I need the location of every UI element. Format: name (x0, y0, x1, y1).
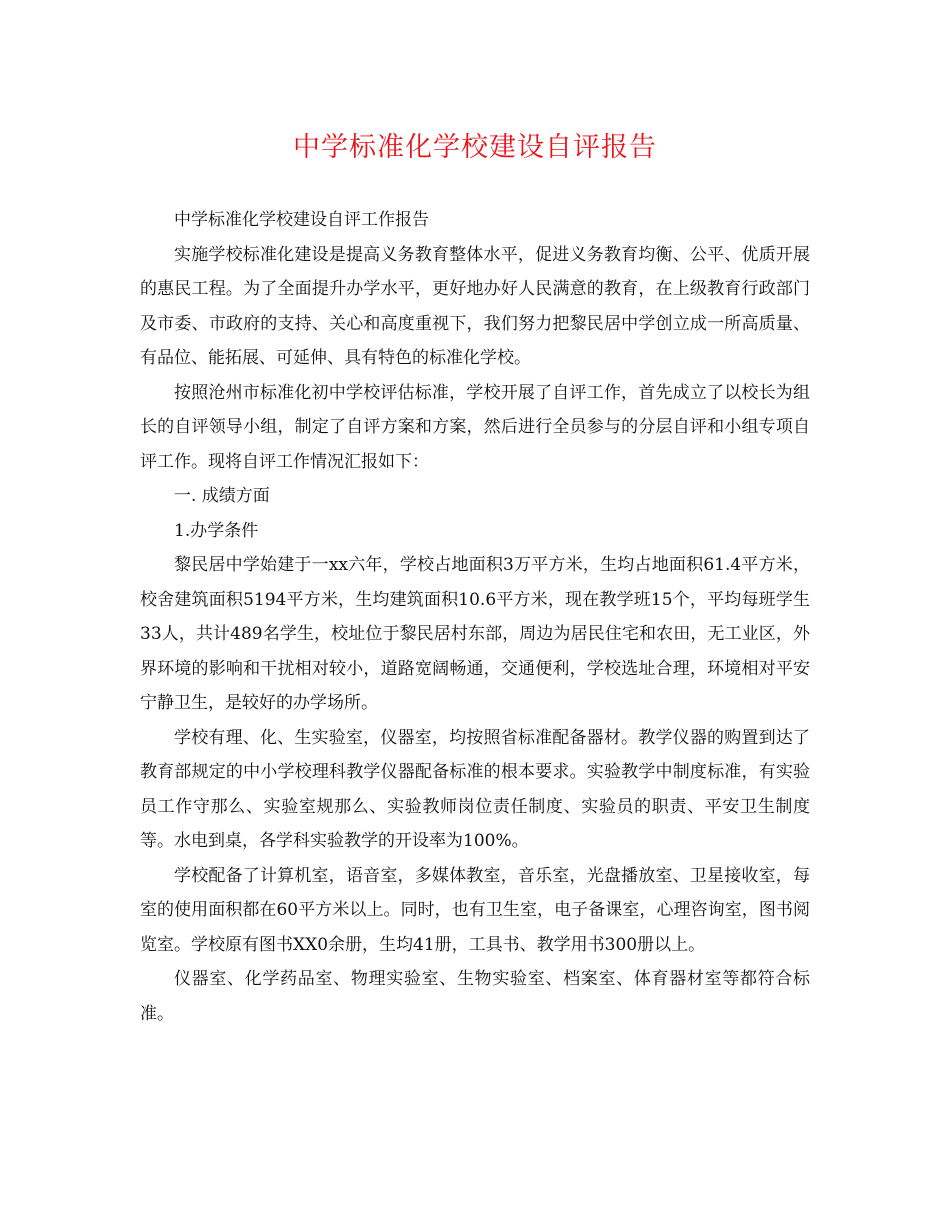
paragraph-school-facts: 黎民居中学始建于一xx六年，学校占地面积3万平方米，生均占地面积61.4平方米，校舍建筑面积5194平方米，生均建筑面积10.6平方米，现在教学班15个，平均每班学生33人，共计489名学生，校址位于黎民居村东部，周边为居民住宅和农田，无工业区，外界环境的影响和干扰相对较小，道路宽阔畅通，交通便利，学校选址合理，环境相对平安宁静卫生，是较好的办学场所。 (140, 555, 810, 713)
subsection-heading-conditions: 1.办学条件 (174, 520, 259, 541)
section-heading-achievements: 一. 成绩方面 (174, 486, 270, 506)
paragraph-intro: 实施学校标准化建设是提高义务教育整体水平，促进义务教育均衡、公平、优质开展的惠民工程。为了全面提升办学水平，更好地办好人民满意的教育，在上级教育行政部门及市委、市政府的支持、关心和高度重视下，我们努力把黎民居中学创立成一所高质量、有品位、能拓展、可延伸、具有特色的标准化学校。 (140, 244, 810, 368)
document-title: 中学标准化学校建设自评报告 (293, 132, 657, 163)
paragraph-subtitle: 中学标准化学校建设自评工作报告 (174, 210, 429, 230)
document-body (140, 203, 810, 1031)
paragraph-facilities: 学校配备了计算机室，语音室，多媒体教室，音乐室，光盘播放室、卫星接收室，每室的使用面积都在60平方米以上。同时，也有卫生室，电子备课室，心理咨询室，图书阅览室。学校原有图书XX0余册，生均41册，工具书、教学用书300册以上。 (140, 865, 810, 955)
paragraph-laboratories: 学校有理、化、生实验室，仪器室，均按照省标准配备器材。教学仪器的购置到达了教育部规定的中小学校理科教学仪器配备标准的根本要求。实验教学中制度标准，有实验员工作守那么、实验室规那么、实验教师岗位责任制度、实验员的职责、平安卫生制度等。水电到桌，各学科实验教学的开设率为100%。 (140, 727, 810, 851)
paragraph-standards: 仪器室、化学药品室、物理实验室、生物实验室、档案室、体育器材室等都符合标准。 (140, 969, 810, 1024)
paragraph-evaluation: 按照沧州市标准化初中学校评估标准，学校开展了自评工作，首先成立了以校长为组长的自评领导小组，制定了自评方案和方案，然后进行全员参与的分层自评和小组专项自评工作。现将自评工作情况汇报如下： (140, 382, 810, 472)
